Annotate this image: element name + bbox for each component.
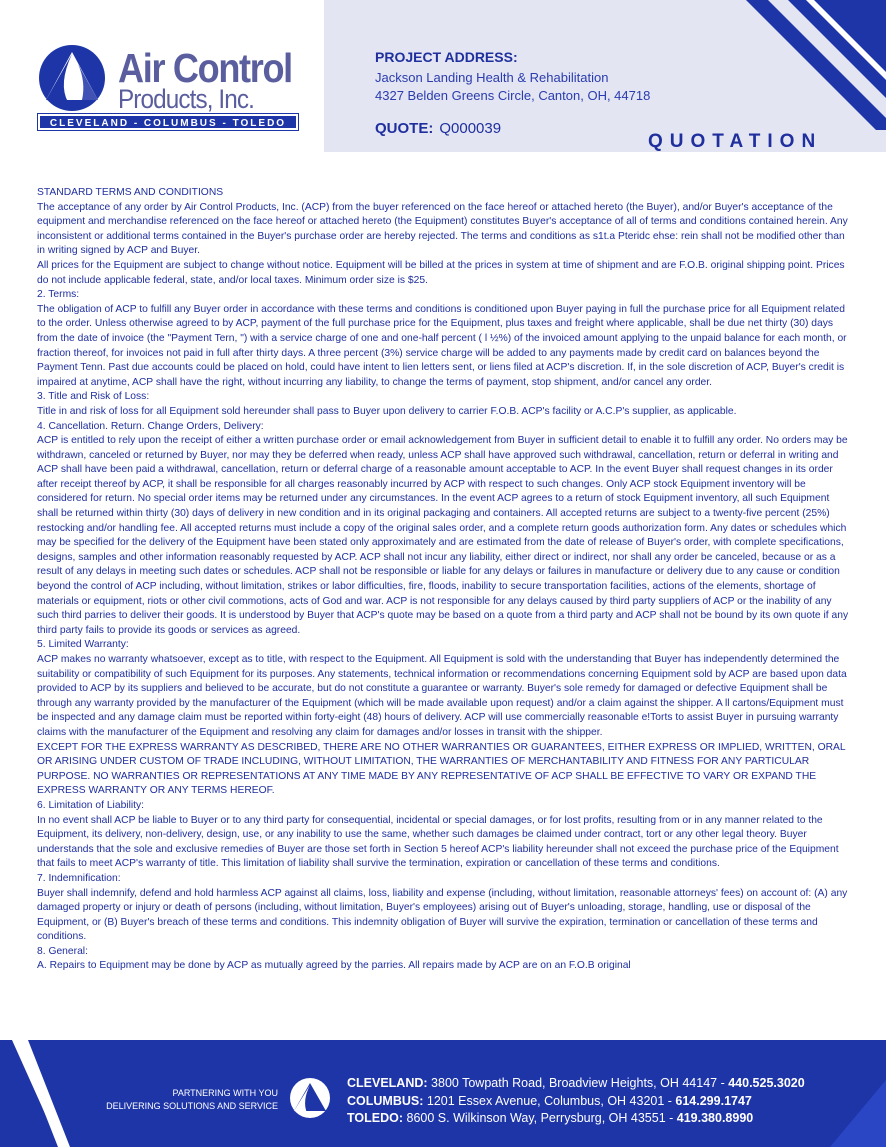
tagline-line: DELIVERING SOLUTIONS AND SERVICE <box>106 1101 278 1111</box>
terms-heading: STANDARD TERMS AND CONDITIONS <box>37 187 224 198</box>
location-phone: 440.525.3020 <box>728 1076 805 1090</box>
footer-logo-icon <box>289 1077 331 1119</box>
project-name: Jackson Landing Health & Rehabilitation <box>375 70 609 85</box>
terms-and-conditions <box>37 186 852 974</box>
location-city: TOLEDO: <box>347 1111 404 1125</box>
location-phone: 419.380.8990 <box>676 1111 754 1125</box>
corner-stripes-decoration <box>746 0 886 130</box>
location-city: COLUMBUS: <box>347 1093 424 1108</box>
terms-section-heading: 2. Terms: <box>37 289 80 301</box>
document-title: QUOTATION <box>648 131 823 152</box>
location-address: 1201 Essex Avenue, Columbus, OH 43201 - <box>426 1093 676 1108</box>
terms-paragraph: Title in and risk of loss for all Equipment sold hereunder shall pass to Buyer upon delivery to carrier F.O.B. ACP's facility or A.C.P's supplier, as applicable. <box>37 405 737 417</box>
terms-paragraph: ACP makes no warranty whatsoever, except as to title, with respect to the Equipment. All Equipment is sold with the understanding that Buyer has independently determined the suitability or compatibility of such Equipment for its purposes. Any statements, technical information or recommendations concerning Equipment sold by ACP are based upon data provided to ACP by its suppliers and believed to be accurate, but do not constitute a guarantee or warranty. Buyer's sole remedy for damaged or defective Equipment shall be through any warranty provided by the manufacturer of the Equipment (which will be made available upon request) and/or a claim against the shipper. A ll cartons/Equipment must be inspected and any damage claim must be reported within forty-eight (48) hours of delivery. ACP will use commercially reasonable e!Torts to assist Buyer in pursuing warranty claims with the manufacturer of the Equipment and resolving any claim for damages and/or losses in transit with the shipper. <box>37 654 847 738</box>
quote-number: Q000039 <box>439 120 502 137</box>
terms-paragraph: Buyer shall indemnify, defend and hold harmless ACP against all claims, loss, liability and expense (including, without limitation, reasonable attorneys' fees) on account of: (A) any damaged property or injury or death of persons (including, without limitation, Buyer's employees) arising out of Buyer's unloading, storage, handling, use or disposal of the Equipment, or (B) Buyer's breach of these terms and conditions. This indemnity obligation of Buyer will survive the expiration, termination or cancellation of these terms and conditions. <box>37 887 848 943</box>
terms-paragraph: The obligation of ACP to fulfill any Buyer order in accordance with these terms and conditions is conditioned upon Buyer paying in full the purchase price for all Equipment related to the order. Unless otherwise agreed to by ACP, payment of the full purchase price for the Equipment, plus taxes and freight where applicable, shall be due net thirty (30) days from the date of invoice (the "Payment Tern, ") with a service charge of one and one-half percent ( l ½%) of the invoiced amount applying to the unpaid balance for each month, or fraction thereof, for invoices not paid in full after thirty days. A three percent (3%) service charge will be added to any payments made by credit card on balances beyond the Payment Tenn. Past due accounts could be placed on hold, could have intent to lien letters sent, or liens filed at ACP's discretion. If, in the sole discretion of ACP, Buyer's credit is impaired at anytime, ACP shall have the right, without incurring any liability, to change the terms of payment, stop shipment, and/or cancel any order. <box>37 303 847 388</box>
terms-section-heading: 3. Title and Risk of Loss: <box>37 391 150 403</box>
location-line <box>347 1110 805 1128</box>
project-address: 4327 Belden Greens Circle, Canton, OH, 44718 <box>375 88 651 103</box>
terms-paragraph: The acceptance of any order by Air Control Products, Inc. (ACP) from the buyer referenced on the face hereof or attached hereto (the Buyer), and/or Buyer's acceptance of the equipment and merchandise referenced on the face hereof or attached hereto (the Equipment) constitutes Buyer's acceptance of all of terms and conditions contained herein. Any inconsistent or additional terms contained in the Buyer's purchase order are hereby rejected. The terms and conditions as s1t.a Pteridc ehse: rein shall not be modified other than in writing signed by ACP and Buyer. <box>37 201 848 257</box>
terms-section-heading: 4. Cancellation. Return. Change Orders, Delivery: <box>37 420 264 432</box>
terms-paragraph: A. Repairs to Equipment may be done by ACP as mutually agreed by the parries. All repairs made by ACP are on an F.O.B original <box>37 960 631 972</box>
logo-mark-icon <box>38 44 106 112</box>
logo-cities-bar: CLEVELAND - COLUMBUS - TOLEDO <box>38 114 298 130</box>
location-phone: 614.299.1747 <box>675 1093 752 1108</box>
logo-name: Air Control <box>118 45 292 91</box>
location-city: CLEVELAND: <box>347 1076 428 1090</box>
footer-locations <box>347 1075 805 1128</box>
terms-section-heading: 8. General: <box>37 945 88 957</box>
project-address-label: PROJECT ADDRESS: <box>375 49 518 65</box>
terms-paragraph: ACP is entitled to rely upon the receipt of either a written purchase order or email acknowledgement from Buyer in sufficient detail to enable it to fulfill any order. No orders may be withdrawn, canceled or returned by Buyer, nor may they be deferred when ready, unless ACP shall have approved such withdrawal, cancellation, return or deferral in writing and ACP shall have been paid a withdrawal, cancellation, return or deferral charge of a reasonable amount acceptable to ACP. In the event Buyer shall request changes in its order after receipt thereof by ACP, it shall be responsible for all charges reasonably incurred by ACP with respect to such changes. Only ACP stock Equipment inventory will be considered for return. No special order items may be returned under any circumstances. In the event ACP agrees to a return of stock Equipment inventory, all such Equipment shall be returned within thirty (30) days of delivery in new condition and in its original packaging and containers. All accepted returns are subject to a twenty-five percent (25%) restocking and/or handling fee. All accepted returns must include a copy of the original sales order, and a complete return goods authorization form. Any dates or schedules which may be specified for the delivery of the Equipment have been stated only approximately and are estimated from the date of release of Buyer's order, with complete specifications, designs, samples and other information reasonably requested by ACP. ACP shall not incur any liability, either direct or indirect, nor shall any order be canceled, because or as a result of any delays in meeting such dates or schedules. ACP shall not be responsible or liable for any delays or failures in manufacture or delivery due to any cause or condition beyond the control of ACP including, without limitation, strikes or labor difficulties, fire, floods, inability to secure transportation facilities, actions of the elements, shortage of materials or equipment, riots or other civil commotions, acts of God and war. ACP is not responsible for any delays caused by third party suppliers of ACP or the inability of any such third parries to deliver their goods. It is understood by Buyer that ACP's quote may be based on a quote from a third party and ACP shall not be bound by its own quote if any third party fails to provide its goods or services as agreed. <box>37 435 849 636</box>
header <box>0 0 886 178</box>
terms-section-heading: 7. Indemnification: <box>37 872 121 884</box>
location-address: 8600 S. Wilkinson Way, Perrysburg, OH 43551 - <box>406 1111 677 1125</box>
terms-section-heading: 5. Limited Warranty: <box>37 639 129 651</box>
location-line <box>347 1075 805 1093</box>
location-line <box>347 1093 805 1111</box>
logo-subtitle: Products, Inc. <box>118 84 254 114</box>
quote-number-row <box>375 120 501 137</box>
tagline-line: PARTNERING WITH YOU <box>172 1088 278 1098</box>
quote-label: QUOTE: <box>375 120 434 137</box>
terms-paragraph: All prices for the Equipment are subject to change without notice. Equipment will be billed at the prices in system at time of shipment and are F.O.B. original shipping point. Prices do not include applicable federal, state, and/or local taxes. Minimum order size is $25. <box>37 259 845 286</box>
company-logo <box>38 44 302 130</box>
terms-section-heading: 6. Limitation of Liability: <box>37 799 145 811</box>
footer-tagline <box>90 1087 278 1113</box>
location-address: 3800 Towpath Road, Broadview Heights, OH 44147 - <box>431 1076 729 1090</box>
terms-paragraph: EXCEPT FOR THE EXPRESS WARRANTY AS DESCRIBED, THERE ARE NO OTHER WARRANTIES OR GUARANTEES, EITHER EXPRESS OR IMPLIED, WRITTEN, ORAL OR ARISING UNDER CUSTOM OF TRADE INCLUDING, WITHOUT LIMITATION, THE WARRANTIES OF MERCHANTABILITY AND FITNESS FOR ANY PARTICULAR PURPOSE. NO WARRANTIES OR REPRESENTATIONS AT ANY TIME MADE BY ANY REPRESENTATIVE OF ACP SHALL BE EFFECTIVE TO VARY OR EXPAND THE EXPRESS WARRANTY OR ANY TERMS HEREOF. <box>37 741 846 797</box>
terms-paragraph: In no event shall ACP be liable to Buyer or to any third party for consequential, incidental or special damages, or for lost profits, resulting from or in any manner related to the Equipment, its delivery, non-delivery, design, use, or any inability to use the same, whether such damages be claimed under contract, tort or any other legal theory. Buyer understands that the sole and exclusive remedies of Buyer are those set forth in Section 5 hereof ACP's liability hereunder shall not exceed the purchase price of the Equipment that fails to meet ACP's warranty of title. This limitation of liability shall survive the termination, expiration or cancellation of these terms and conditions. <box>37 814 839 870</box>
